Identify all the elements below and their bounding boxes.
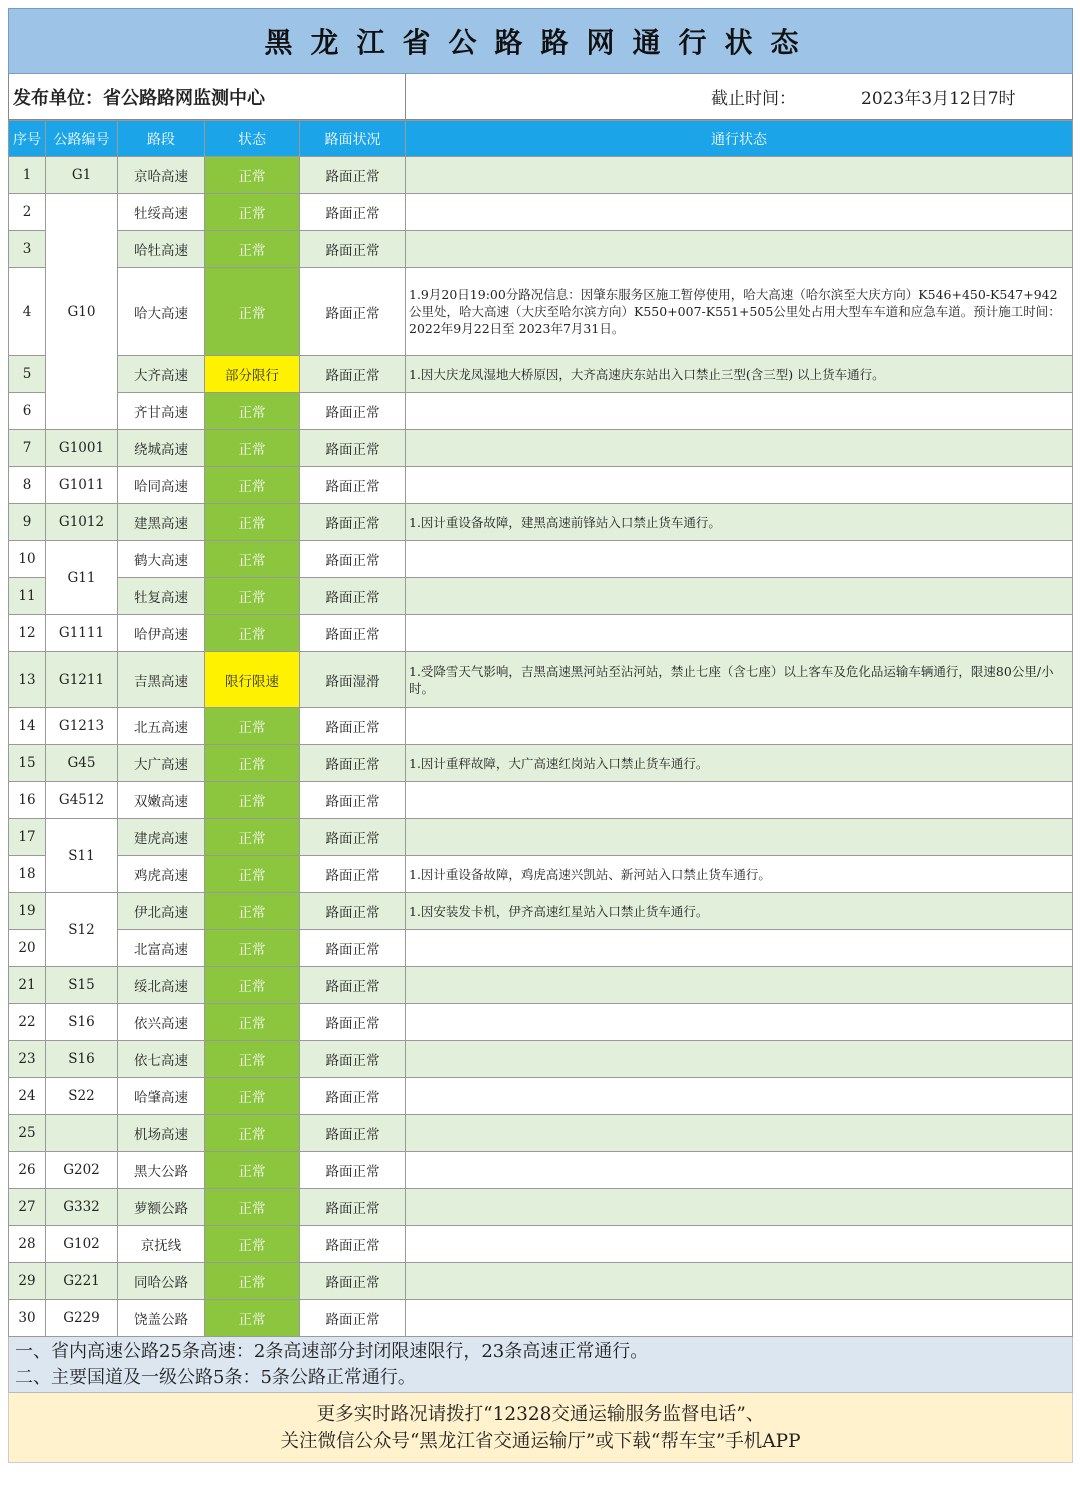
cell-status: 正常	[205, 467, 300, 504]
footer-line: 关注微信公众号“黑龙江省交通运输厅”或下载“帮车宝”手机APP	[280, 1430, 801, 1452]
cell-surface: 路面正常	[300, 1004, 406, 1041]
cell-code: G1001	[46, 430, 118, 467]
cell-no: 13	[9, 652, 46, 708]
cell-section: 吉黑高速	[118, 652, 205, 708]
cell-code: S16	[46, 1004, 118, 1041]
table-row	[9, 967, 1073, 1004]
cell-notes	[406, 1189, 1073, 1226]
table-row	[9, 194, 1073, 231]
cell-status: 正常	[205, 708, 300, 745]
cell-no: 2	[9, 194, 46, 231]
cell-section: 齐甘高速	[118, 393, 205, 430]
cell-section: 大齐高速	[118, 356, 205, 393]
cell-status: 正常	[205, 819, 300, 856]
cell-notes	[406, 1004, 1073, 1041]
cell-section: 鹤大高速	[118, 541, 205, 578]
cell-status: 正常	[205, 1189, 300, 1226]
cell-no: 27	[9, 1189, 46, 1226]
cell-section: 建黑高速	[118, 504, 205, 541]
cell-surface: 路面正常	[300, 782, 406, 819]
table-row	[9, 1189, 1073, 1226]
cell-section: 哈同高速	[118, 467, 205, 504]
cell-notes	[406, 782, 1073, 819]
table-row	[9, 930, 1073, 967]
cell-notes	[406, 1078, 1073, 1115]
cell-notes: 1.因计重秤故障，大广高速红岗站入口禁止货车通行。	[406, 745, 1073, 782]
cell-code: S16	[46, 1041, 118, 1078]
header-notes: 通行状态	[406, 121, 1073, 157]
cell-section: 鸡虎高速	[118, 856, 205, 893]
table-row	[9, 615, 1073, 652]
cell-code: S11	[46, 819, 118, 893]
cell-notes	[406, 819, 1073, 856]
cell-section: 北五高速	[118, 708, 205, 745]
cell-no: 20	[9, 930, 46, 967]
cell-notes	[406, 467, 1073, 504]
cell-status: 正常	[205, 856, 300, 893]
cell-code: G229	[46, 1300, 118, 1337]
cell-no: 10	[9, 541, 46, 578]
cell-status: 正常	[205, 745, 300, 782]
cell-surface: 路面正常	[300, 967, 406, 1004]
summary-line: 二、主要国道及一级公路5条：5条公路正常通行。	[15, 1367, 416, 1388]
cell-surface: 路面正常	[300, 1078, 406, 1115]
table-row	[9, 893, 1073, 930]
cell-status: 正常	[205, 1078, 300, 1115]
cell-surface: 路面正常	[300, 1152, 406, 1189]
table-row	[9, 1300, 1073, 1337]
cell-surface: 路面正常	[300, 541, 406, 578]
cell-section: 绕城高速	[118, 430, 205, 467]
cell-code: G1211	[46, 652, 118, 708]
cell-no: 23	[9, 1041, 46, 1078]
cell-code: G221	[46, 1263, 118, 1300]
cell-notes	[406, 967, 1073, 1004]
cell-surface: 路面正常	[300, 578, 406, 615]
table-header	[9, 121, 1073, 157]
cell-section: 牡复高速	[118, 578, 205, 615]
table-row	[9, 819, 1073, 856]
table-row	[9, 1226, 1073, 1263]
cell-surface: 路面正常	[300, 356, 406, 393]
cell-no: 29	[9, 1263, 46, 1300]
cell-surface: 路面正常	[300, 930, 406, 967]
table-row	[9, 504, 1073, 541]
cell-section: 大广高速	[118, 745, 205, 782]
header-code: 公路编号	[46, 121, 118, 157]
page-title: 黑龙江省公路路网通行状态	[8, 8, 1073, 74]
cell-no: 25	[9, 1115, 46, 1152]
cell-section: 哈牡高速	[118, 231, 205, 268]
cell-notes	[406, 231, 1073, 268]
cell-notes	[406, 1300, 1073, 1337]
cell-section: 哈肇高速	[118, 1078, 205, 1115]
cell-no: 26	[9, 1152, 46, 1189]
cell-notes: 1.因大庆龙凤湿地大桥原因，大齐高速庆东站出入口禁止三型(含三型) 以上货车通行。	[406, 356, 1073, 393]
cell-status: 限行限速	[205, 652, 300, 708]
cell-surface: 路面湿滑	[300, 652, 406, 708]
table-row	[9, 157, 1073, 194]
cell-status: 正常	[205, 930, 300, 967]
deadline	[406, 74, 1072, 119]
cell-code: G202	[46, 1152, 118, 1189]
cell-notes	[406, 1263, 1073, 1300]
cell-code: G102	[46, 1226, 118, 1263]
cell-no: 12	[9, 615, 46, 652]
cell-notes	[406, 930, 1073, 967]
table-row	[9, 393, 1073, 430]
cell-notes	[406, 1041, 1073, 1078]
cell-notes: 1.因计重设备故障，鸡虎高速兴凯站、新河站入口禁止货车通行。	[406, 856, 1073, 893]
summary-line: 一、省内高速公路25条高速：2条高速部分封闭限速限行，23条高速正常通行。	[15, 1341, 649, 1362]
cell-status: 正常	[205, 1152, 300, 1189]
cell-surface: 路面正常	[300, 708, 406, 745]
cell-status: 正常	[205, 1226, 300, 1263]
cell-status: 正常	[205, 1115, 300, 1152]
cell-section: 哈大高速	[118, 268, 205, 356]
cell-surface: 路面正常	[300, 1041, 406, 1078]
cell-no: 15	[9, 745, 46, 782]
cell-status: 正常	[205, 157, 300, 194]
cell-status: 正常	[205, 194, 300, 231]
cell-surface: 路面正常	[300, 231, 406, 268]
table-row	[9, 268, 1073, 356]
header-surface: 路面状况	[300, 121, 406, 157]
cell-no: 8	[9, 467, 46, 504]
cell-surface: 路面正常	[300, 893, 406, 930]
cell-code: G332	[46, 1189, 118, 1226]
table-body	[9, 157, 1073, 1337]
cell-code	[46, 1115, 118, 1152]
cell-section: 依七高速	[118, 1041, 205, 1078]
table-row	[9, 652, 1073, 708]
cell-status: 正常	[205, 1263, 300, 1300]
cell-section: 饶盖公路	[118, 1300, 205, 1337]
table-row	[9, 356, 1073, 393]
cell-code: G11	[46, 541, 118, 615]
cell-status: 正常	[205, 967, 300, 1004]
cell-code: S22	[46, 1078, 118, 1115]
cell-code: G1012	[46, 504, 118, 541]
cell-no: 4	[9, 268, 46, 356]
table-row	[9, 430, 1073, 467]
cell-notes	[406, 578, 1073, 615]
cell-no: 1	[9, 157, 46, 194]
cell-code: G1	[46, 157, 118, 194]
cell-no: 14	[9, 708, 46, 745]
summary	[8, 1337, 1073, 1393]
cell-surface: 路面正常	[300, 856, 406, 893]
table-row	[9, 231, 1073, 268]
cell-no: 18	[9, 856, 46, 893]
cell-notes: 1.受降雪天气影响，吉黑高速黑河站至沾河站，禁止七座（含七座）以上客车及危化品运输车辆通行，限速80公里/小时。	[406, 652, 1073, 708]
cell-status: 正常	[205, 893, 300, 930]
cell-section: 哈伊高速	[118, 615, 205, 652]
cell-surface: 路面正常	[300, 745, 406, 782]
cell-surface: 路面正常	[300, 393, 406, 430]
cell-notes	[406, 1152, 1073, 1189]
deadline-label: 截止时间：	[711, 89, 796, 109]
cell-surface: 路面正常	[300, 1226, 406, 1263]
cell-section: 北富高速	[118, 930, 205, 967]
cell-notes	[406, 157, 1073, 194]
cell-section: 建虎高速	[118, 819, 205, 856]
footer	[8, 1393, 1073, 1463]
table-row	[9, 745, 1073, 782]
cell-surface: 路面正常	[300, 1189, 406, 1226]
cell-notes	[406, 1226, 1073, 1263]
table-row	[9, 856, 1073, 893]
cell-notes	[406, 194, 1073, 231]
cell-no: 22	[9, 1004, 46, 1041]
cell-notes: 1.因计重设备故障，建黑高速前锋站入口禁止货车通行。	[406, 504, 1073, 541]
info-bar	[8, 74, 1073, 120]
cell-status: 正常	[205, 541, 300, 578]
cell-no: 17	[9, 819, 46, 856]
cell-surface: 路面正常	[300, 194, 406, 231]
publisher: 发布单位：省公路路网监测中心	[9, 74, 406, 119]
cell-no: 11	[9, 578, 46, 615]
cell-status: 正常	[205, 393, 300, 430]
cell-code: S12	[46, 893, 118, 967]
table-row	[9, 1152, 1073, 1189]
cell-no: 3	[9, 231, 46, 268]
cell-code: S15	[46, 967, 118, 1004]
cell-code: G1213	[46, 708, 118, 745]
cell-section: 依兴高速	[118, 1004, 205, 1041]
cell-surface: 路面正常	[300, 268, 406, 356]
cell-section: 牡绥高速	[118, 194, 205, 231]
cell-status: 正常	[205, 782, 300, 819]
cell-notes	[406, 393, 1073, 430]
table-row	[9, 1263, 1073, 1300]
cell-notes	[406, 615, 1073, 652]
cell-status: 部分限行	[205, 356, 300, 393]
table-row	[9, 1115, 1073, 1152]
cell-surface: 路面正常	[300, 1300, 406, 1337]
header-status: 状态	[205, 121, 300, 157]
cell-code: G1111	[46, 615, 118, 652]
cell-surface: 路面正常	[300, 430, 406, 467]
cell-code: G1011	[46, 467, 118, 504]
cell-notes	[406, 430, 1073, 467]
cell-notes	[406, 541, 1073, 578]
cell-code: G10	[46, 194, 118, 430]
cell-status: 正常	[205, 1041, 300, 1078]
cell-surface: 路面正常	[300, 1263, 406, 1300]
cell-no: 9	[9, 504, 46, 541]
cell-status: 正常	[205, 615, 300, 652]
cell-section: 京抚线	[118, 1226, 205, 1263]
table-row	[9, 541, 1073, 578]
cell-notes: 1.9月20日19:00分路况信息：因肇东服务区施工暂停使用，哈大高速（哈尔滨至大庆方向）K546+450-K547+942公里处，哈大高速（大庆至哈尔滨方向）K550+007-K551+505公里处占用大型车车道和应急车道。预计施工时间：2022年9月22日至 2023年7月31日。	[406, 268, 1073, 356]
cell-section: 双嫩高速	[118, 782, 205, 819]
cell-no: 5	[9, 356, 46, 393]
cell-no: 28	[9, 1226, 46, 1263]
cell-status: 正常	[205, 1004, 300, 1041]
cell-notes	[406, 708, 1073, 745]
cell-section: 绥北高速	[118, 967, 205, 1004]
cell-notes	[406, 1115, 1073, 1152]
header-section: 路段	[118, 121, 205, 157]
cell-no: 16	[9, 782, 46, 819]
cell-status: 正常	[205, 1300, 300, 1337]
table-row	[9, 1004, 1073, 1041]
cell-status: 正常	[205, 268, 300, 356]
cell-no: 6	[9, 393, 46, 430]
footer-line: 更多实时路况请拨打“12328交通运输服务监督电话”、	[316, 1403, 765, 1425]
cell-section: 同哈公路	[118, 1263, 205, 1300]
cell-no: 30	[9, 1300, 46, 1337]
header-no: 序号	[9, 121, 46, 157]
cell-no: 19	[9, 893, 46, 930]
cell-section: 京哈高速	[118, 157, 205, 194]
cell-no: 7	[9, 430, 46, 467]
cell-status: 正常	[205, 231, 300, 268]
cell-no: 24	[9, 1078, 46, 1115]
cell-code: G45	[46, 745, 118, 782]
cell-code: G4512	[46, 782, 118, 819]
cell-section: 萝额公路	[118, 1189, 205, 1226]
cell-status: 正常	[205, 430, 300, 467]
cell-section: 黑大公路	[118, 1152, 205, 1189]
cell-notes: 1.因安装发卡机，伊齐高速红星站入口禁止货车通行。	[406, 893, 1073, 930]
report	[8, 8, 1073, 1463]
table-row	[9, 708, 1073, 745]
table-row	[9, 1041, 1073, 1078]
cell-section: 机场高速	[118, 1115, 205, 1152]
cell-surface: 路面正常	[300, 819, 406, 856]
cell-surface: 路面正常	[300, 615, 406, 652]
cell-surface: 路面正常	[300, 1115, 406, 1152]
cell-surface: 路面正常	[300, 467, 406, 504]
cell-no: 21	[9, 967, 46, 1004]
deadline-value: 2023年3月12日7时	[861, 89, 1016, 109]
cell-surface: 路面正常	[300, 157, 406, 194]
cell-status: 正常	[205, 504, 300, 541]
table-row	[9, 1078, 1073, 1115]
table-row	[9, 782, 1073, 819]
table-row	[9, 578, 1073, 615]
cell-surface: 路面正常	[300, 504, 406, 541]
cell-section: 伊北高速	[118, 893, 205, 930]
cell-status: 正常	[205, 578, 300, 615]
table-row	[9, 467, 1073, 504]
status-table	[8, 120, 1073, 1337]
